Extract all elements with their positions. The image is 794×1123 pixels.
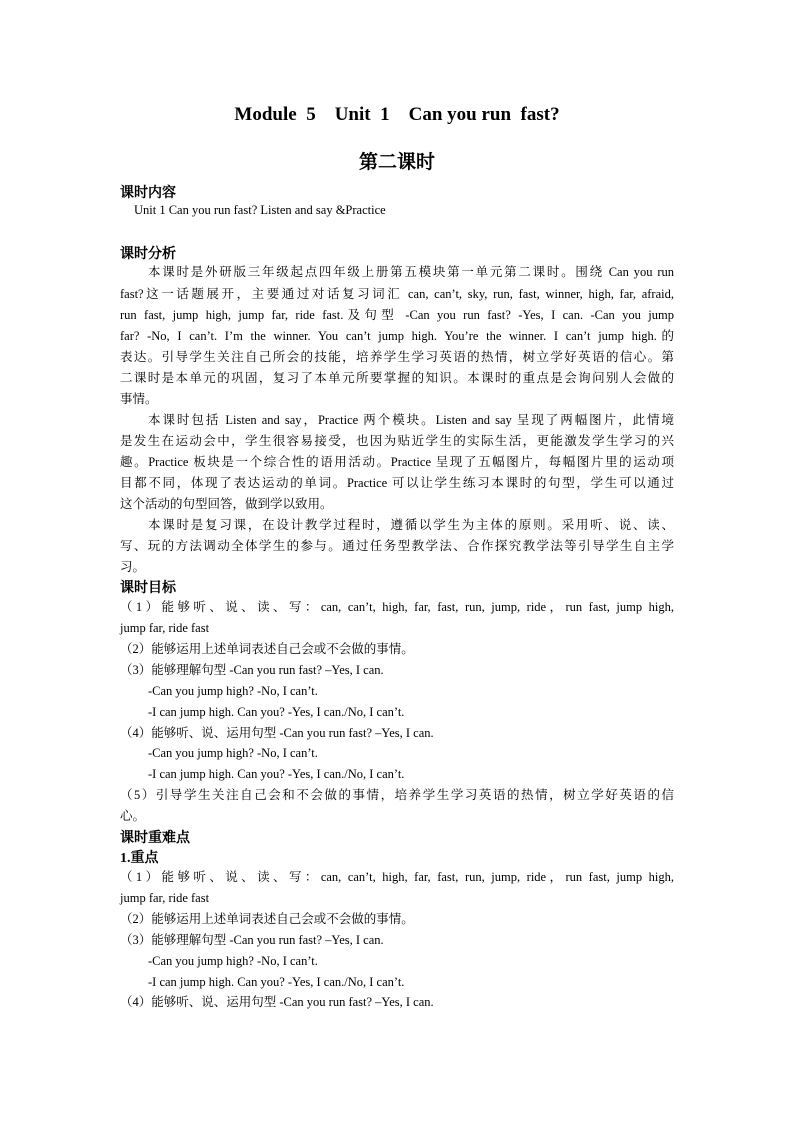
keypoint-line: -I can jump high. Can you? -Yes, I can./No, I can’t.: [148, 975, 405, 989]
keypoint-line: jump far, ride fast: [120, 891, 210, 905]
goal-line: （2）能够运用上述单词表述自己会或不会做的事情。: [120, 642, 414, 656]
keypoint-line: （4）能够听、说、运用句型 -Can you run fast? –Yes, I can.: [120, 995, 434, 1009]
analysis-line: 趣。Practice 板块是一个综合性的语用活动。Practice 呈现了五幅图片，每幅图片里的运动项: [120, 455, 674, 469]
goal-line: （3）能够理解句型 -Can you run fast? –Yes, I can.: [120, 663, 384, 677]
keypoint-line: （2）能够运用上述单词表述自己会或不会做的事情。: [120, 912, 414, 926]
goal-line: jump far, ride fast: [120, 621, 210, 635]
keypoint-line: （1）能够听、说、读、写：can, can’t, high, far, fast, run, jump, ride，run fast, jump high,: [120, 870, 674, 884]
document-subtitle: 第二课时: [358, 152, 435, 173]
analysis-line: 是发生在运动会中，学生很容易接受，也因为贴近学生的实际生活，更能激发学生学习的兴: [120, 434, 674, 448]
goal-line: （1）能够听、说、读、写：can, can’t, high, far, fast, run, jump, ride，run fast, jump high,: [120, 600, 674, 614]
goal-line: （4）能够听、说、运用句型 -Can you run fast? –Yes, I can.: [120, 726, 434, 740]
analysis-line: 习。: [120, 560, 146, 574]
goal-line: -Can you jump high? -No, I can’t.: [148, 746, 318, 760]
goal-line: 心。: [120, 809, 146, 823]
analysis-line: 表达。引导学生关注自己所会的技能，培养学生学习英语的热情，树立学好英语的信心。第: [120, 350, 674, 364]
section-heading-analysis: 课时分析: [120, 247, 176, 262]
document-title: Module 5 Unit 1 Can you run fast?: [234, 104, 560, 125]
analysis-line: run fast, jump high, jump far, ride fast.及句型 -Can you run fast? -Yes, I can. -Can you jump: [120, 308, 674, 322]
section-heading-goals: 课时目标: [120, 581, 176, 596]
goal-line: -I can jump high. Can you? -Yes, I can./No, I can’t.: [148, 767, 405, 781]
analysis-line: 事情。: [120, 392, 158, 406]
analysis-line: 目都不同，体现了表达运动的单词。Practice 可以让学生练习本课时的句型，学生可以通过: [120, 476, 674, 490]
analysis-line: fast?这一话题展开，主要通过对话复习词汇 can, can’t, sky, run, fast, winner, high, far, afraid,: [120, 287, 674, 301]
analysis-line: 这个活动的句型回答，做到学以致用。: [120, 497, 333, 511]
goal-line: （5）引导学生关注自己会和不会做的事情，培养学生学习英语的热情，树立学好英语的信: [120, 788, 674, 802]
analysis-line: far? -No, I can’t. I’m the winner. You can’t jump high. You’re the winner. I can’t jump high.的: [120, 329, 674, 343]
keypoints-subheading: 1.重点: [120, 851, 159, 866]
goal-line: -Can you jump high? -No, I can’t.: [148, 684, 318, 698]
section-heading-keypoints: 课时重难点: [120, 831, 190, 846]
keypoint-line: -Can you jump high? -No, I can’t.: [148, 954, 318, 968]
section-heading-content: 课时内容: [120, 186, 176, 201]
keypoint-line: （3）能够理解句型 -Can you run fast? –Yes, I can.: [120, 933, 384, 947]
analysis-line: 本课时是外研版三年级起点四年级上册第五模块第一单元第二课时。围绕 Can you run: [148, 265, 674, 279]
analysis-line: 本课时包括 Listen and say，Practice 两个模块。Listen and say 呈现了两幅图片，此情境: [148, 413, 674, 427]
analysis-line: 二课时是本单元的巩固，复习了本单元所要掌握的知识。本课时的重点是会询问别人会做的: [120, 371, 674, 385]
analysis-line: 写、玩的方法调动全体学生的参与。通过任务型教学法、合作探究教学法等引导学生自主学: [120, 539, 674, 553]
content-text: Unit 1 Can you run fast? Listen and say &Practice: [134, 203, 386, 217]
analysis-line: 本课时是复习课，在设计教学过程时，遵循以学生为主体的原则。采用听、说、读、: [148, 518, 674, 532]
goal-line: -I can jump high. Can you? -Yes, I can./No, I can’t.: [148, 705, 405, 719]
